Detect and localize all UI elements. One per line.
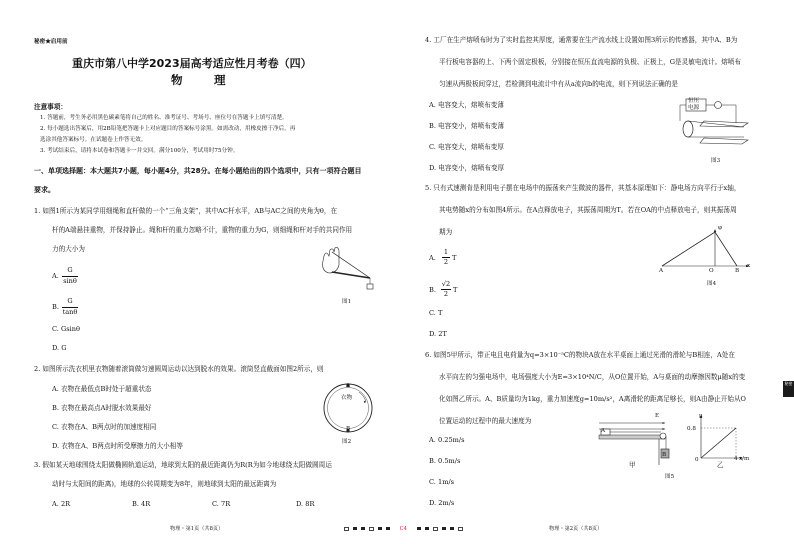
figure-2-point-a: A [346,383,351,389]
q4-line-1: 4. 工厂在生产熔喷布时为了实时监控其厚度，通常要在生产流水线上设置如图3所示的传感器，其中A、B为 [425,36,738,44]
q1-line-3: 力的大小为 [52,245,85,253]
q6-option-b: B. 0.5m/s [429,457,461,465]
q6-option-d: D. 2m/s [429,499,455,507]
figure-3-label-2: 电源 [688,105,700,111]
q3-option-c: C. 7R [212,500,231,508]
figure-5-block-a: A [601,428,606,434]
footer-code: C4 [399,526,407,532]
q1-a-numerator: G [67,266,73,274]
q5-option-b: B. [429,286,436,294]
footer-page-left: 物理・第1页（共8页） [170,526,224,532]
q2-option-d: D. 衣物在A、B两点时所受摩擦力的大小相等 [52,442,183,450]
figure-5-caption: 图5 [665,474,675,480]
q6-option-c: C. 1m/s [429,478,455,486]
note-line-4: 3. 考试结束后，请将本试卷和答题卡一并交回。满分100分，考试用时75分钟。 [40,148,239,154]
q5-a-denominator: 2 [443,258,449,266]
q1-line-1: 1. 如图1所示为某同学用细绳和直杆做的一个“三角支架”，其中AC杆水平，AB与AC之间的夹角为θ，在 [34,207,338,215]
q4-line-2: 平行板电容器的上、下两个固定极板，分别接在恒压直流电源的负极、正极上，G是灵敏电流计。熔喷布 [439,58,741,66]
figure-2-point-b: B [346,426,351,432]
q2-stem: 2. 如图所示洗衣机里衣物随着滚筒做匀速圆周运动以达到脱水的效果。滚筒竖直截面如图2所示，则 [34,365,324,373]
q5-line-3: 期为 [439,228,453,236]
secret-label: 秘密★启用前 [34,39,68,45]
figure-1-caption: 图1 [342,299,352,305]
q6-option-a: A. 0.25m/s [429,436,465,444]
q5-line-2: 其电势随x的分布如图4所示。在A点释放电子，其振荡周期为T。若在OA的中点释放电子，则其振荡周 [439,206,737,214]
q5-b-denominator: 2 [441,289,451,298]
figure-5-e-label: E [655,413,660,419]
figure-3-caption: 图3 [711,158,721,164]
q5-b-numerator: √2 [441,280,451,288]
secret-stamp: 秘密 [783,381,794,397]
figure-2-caption: 图2 [342,439,352,445]
q3-line-2: 动时与太阳间的距离)，地球的公转周期变为8年，则地球到太阳的最远距离为 [52,480,277,488]
q5-option-a: A. [429,254,436,262]
q4-line-3: 匀速从两极板间穿过，若检测到电流计中有从a流向b的电流，则下列说法正确的是 [439,80,678,88]
figure-5-mu-label: μ [699,413,703,419]
q5-a-symbol: T [452,254,457,262]
q5-option-c: C. T [429,309,443,317]
figure-4-origin: O [709,268,714,274]
q4-option-d: D. 电容变小，熔喷布变厚 [429,164,505,172]
q1-option-a: A. [52,272,59,280]
figure-5-origin: 0 [695,457,699,463]
q3-option-d: D. 8R [296,500,315,508]
figure-5-jia-table [599,419,679,467]
figure-4-potential-graph [659,226,753,272]
q5-b-symbol: T [453,286,458,294]
note-line-1: 1. 答题前，考生务必用黑色碳素笔将自己的姓名、准考证号、考场号、座位号在答题卡上填写清楚。 [40,115,288,121]
q1-option-b: B. [52,303,59,311]
section-heading: 一、单项选择题：本大题共7小题，每小题4分，共28分。在每小题给出的四个选项中，只有一项符合题目 [34,167,362,175]
figure-4-phi-label: φ [718,225,722,231]
right-page [397,0,794,544]
q1-line-2: 杆的A端悬挂重物，并保持静止。绳和杆的重力忽略不计，重物的重力为G，则细绳和杆对手的共同作用 [52,226,353,234]
q4-option-b: B. 电容变小，熔喷布变薄 [429,122,504,130]
q6-line-3: 化如图乙所示。A、B质量均为1kg，重力加速度g=10m/s²，A离滑轮的距离足够长，则A由静止开始从O [439,395,746,403]
figure-5-x-tick: 4 [734,456,738,462]
q2-option-c: C. 衣物在A、B两点时的加速度相同 [52,423,157,431]
figure-5-x-unit: x/m [739,456,750,462]
q3-option-a: A. 2R [52,500,71,508]
figure-5-jia-label: 甲 [629,461,636,469]
figure-4-point-b: B [735,268,740,274]
subject-title: 物 理 [171,73,236,87]
q2-option-a: A. 衣物在最低点B时处于超重状态 [52,385,152,393]
q3-option-b: B. 4R [132,500,151,508]
notes-heading: 注意事项： [34,103,67,111]
note-line-2: 2. 每小题选出答案后，用2B铅笔把答题卡上对应题目的答案标号涂黑。如需改动，用橡皮擦干净后，再 [40,126,296,132]
q4-option-a: A. 电容变大，熔喷布变薄 [429,101,504,109]
figure-5-block-b: B [662,452,667,458]
q5-option-d: D. 2T [429,330,447,338]
q1-a-denominator: sinθ [63,277,77,285]
q2-option-b: B. 衣物在最高点A时脱水效果最好 [52,404,152,412]
q6-line-1: 6. 如图5甲所示，带正电且电荷量为q=3×10⁻⁵C的物块A放在水平桌面上通过光滑的滑轮与B相连，A处在 [425,351,735,359]
q6-line-4: 位置运动的过程中的最大速度为 [439,417,532,425]
q5-a-numerator: 1 [443,248,449,256]
figure-2-label: 衣物 [341,395,353,401]
q3-line-1: 3. 假如某天地球围绕太阳做椭圆轨道运动，地球到太阳的最近距离仍为R(R为如今地球绕太阳做圆周运 [34,461,332,469]
figure-3-sensor [674,97,754,153]
figure-1-hand-support [318,248,380,294]
q1-option-c: C. Gsinθ [52,325,80,333]
note-line-3: 选涂其他答案标号。在试题卷上作答无效。 [40,137,147,143]
figure-5-yi-label: 乙 [717,461,724,469]
figure-4-x-label: x [747,263,751,269]
q4-option-c: C. 电容变大，熔喷布变厚 [429,143,504,151]
figure-4-caption: 图4 [707,281,717,287]
q1-option-d: D. G [52,344,67,352]
q1-b-denominator: tanθ [62,308,78,316]
footer-page-right: 物理・第2页（共8页） [549,526,603,532]
q6-line-2: 水平向左的匀强电场中，电场强度大小为E=3×10⁴N/C，从O位置开始，A与桌面的动摩擦因数μ随x的变 [439,373,746,381]
q1-b-numerator: G [67,297,73,305]
figure-3-label-1: 恒压 [688,98,700,104]
exam-title: 重庆市第八中学2023届高考适应性月考卷（四） [72,57,312,70]
figure-4-point-a: A [659,268,664,274]
q5-line-1: 5. 只有式速测肯是利用电子摆在电场中的振荡来产生微波的器件，其基本原理如下：静电场方向平行于x轴， [425,184,741,192]
section-heading-cont: 要求。 [34,186,55,194]
figure-5-y-tick: 0.8 [687,426,696,432]
